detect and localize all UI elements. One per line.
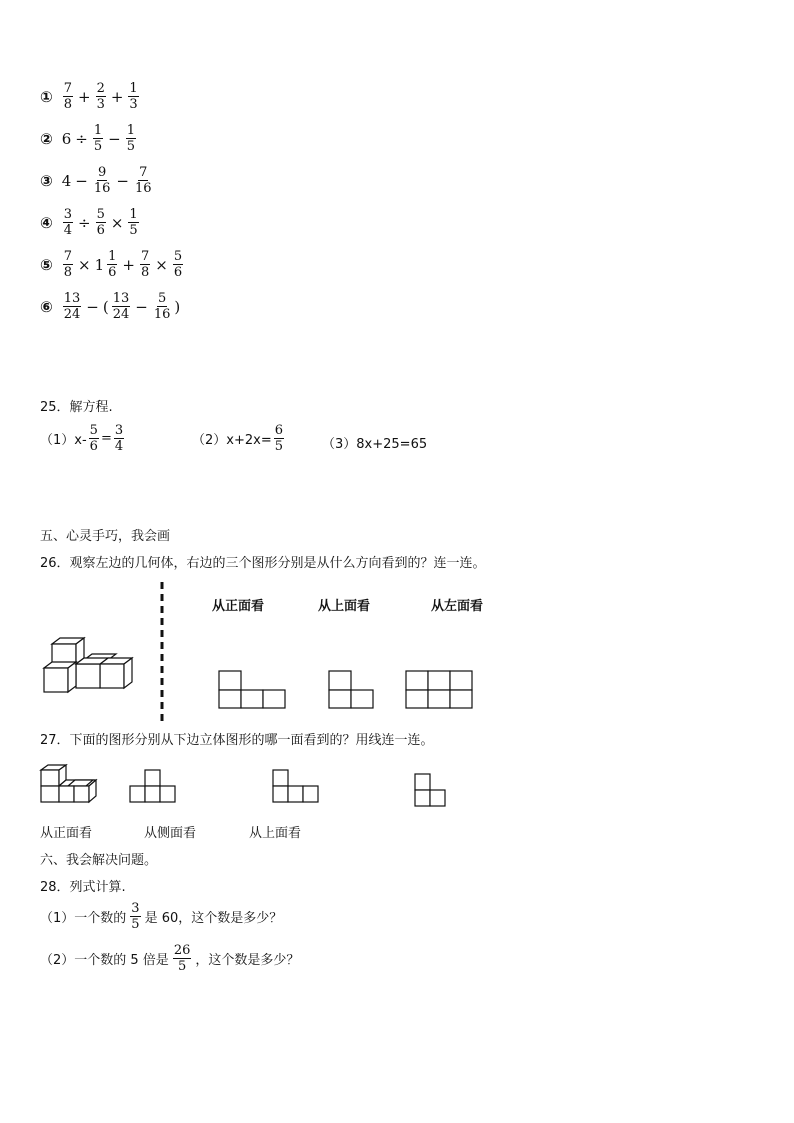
numerator: 1 bbox=[129, 81, 138, 96]
denominator: 6 bbox=[173, 265, 183, 280]
denominator: 5 bbox=[131, 917, 140, 932]
term: ) bbox=[174, 297, 181, 316]
numerator: 13 bbox=[112, 291, 130, 306]
q27-view-a bbox=[130, 770, 175, 802]
operator: − bbox=[86, 297, 99, 316]
item-number: ② bbox=[40, 129, 53, 148]
operator: ÷ bbox=[75, 129, 88, 148]
q28-title: 28．列式计算. bbox=[40, 880, 126, 895]
term: 6 bbox=[61, 129, 72, 148]
q25-title: 25．解方程. bbox=[40, 400, 113, 415]
q26-view-left bbox=[406, 671, 472, 708]
numerator: 1 bbox=[129, 207, 138, 222]
denominator: 5 bbox=[177, 959, 187, 974]
denominator: 4 bbox=[114, 439, 124, 454]
numerator: 26 bbox=[173, 943, 191, 958]
q28-problem-2 bbox=[40, 944, 299, 973]
denominator: 8 bbox=[63, 97, 72, 112]
item-number: ⑥ bbox=[40, 297, 53, 316]
q27-view-b bbox=[273, 770, 318, 802]
numerator: 2 bbox=[96, 81, 105, 96]
numerator: 7 bbox=[63, 249, 72, 264]
q28-p1-prefix: （1）一个数的 bbox=[40, 911, 127, 926]
operator: × bbox=[77, 255, 91, 274]
operator: + bbox=[110, 87, 124, 106]
numerator: 3 bbox=[131, 901, 140, 916]
denominator: 3 bbox=[129, 97, 138, 112]
item-number: ① bbox=[40, 87, 53, 106]
numerator: 1 bbox=[126, 123, 135, 138]
numerator: 5 bbox=[89, 423, 98, 438]
numerator: 7 bbox=[139, 165, 148, 180]
denominator: 3 bbox=[96, 97, 105, 112]
item-number: ⑤ bbox=[40, 255, 53, 274]
denominator: 5 bbox=[129, 223, 138, 238]
q28-p1-suffix: 是 60，这个数是多少？ bbox=[144, 911, 283, 926]
item-number: ③ bbox=[40, 171, 53, 190]
numerator: 5 bbox=[157, 291, 167, 306]
q26-solid-figure bbox=[44, 638, 132, 692]
numerator: 5 bbox=[96, 207, 105, 222]
q27-title: 27．下面的图形分别从下边立体图形的哪一面看到的？用线连一连。 bbox=[40, 733, 434, 748]
q25-eq1-prefix: （1）x- bbox=[40, 433, 87, 448]
denominator: 6 bbox=[89, 439, 98, 454]
term: 4 bbox=[61, 171, 72, 190]
item-number: ④ bbox=[40, 213, 53, 232]
section-6-heading: 六、我会解决问题。 bbox=[40, 853, 158, 868]
numerator: 7 bbox=[140, 249, 150, 264]
denominator: 6 bbox=[96, 223, 105, 238]
q26-label-left: 从左面看 bbox=[431, 599, 484, 614]
denominator: 24 bbox=[112, 307, 130, 322]
q27-label-side: 从侧面看 bbox=[144, 826, 197, 841]
operator: × bbox=[155, 255, 168, 274]
numerator: 1 bbox=[108, 249, 117, 264]
denominator: 4 bbox=[63, 223, 72, 238]
numerator: 9 bbox=[97, 165, 107, 180]
q28-problem-1 bbox=[40, 902, 282, 931]
numerator: 3 bbox=[63, 207, 72, 222]
denominator: 5 bbox=[126, 139, 135, 154]
denominator: 6 bbox=[108, 265, 117, 280]
operator: − bbox=[116, 171, 129, 190]
numerator: 6 bbox=[274, 423, 283, 438]
q26-title: 26．观察左边的几何体，右边的三个图形分别是从什么方向看到的？连一连。 bbox=[40, 556, 486, 571]
denominator: 16 bbox=[93, 181, 111, 196]
denominator: 16 bbox=[153, 307, 171, 322]
section-5-heading: 五、心灵手巧，我会画 bbox=[40, 529, 171, 544]
denominator: 5 bbox=[93, 139, 103, 154]
q28-p2-fraction bbox=[173, 944, 192, 973]
q28-p2-suffix: ，这个数是多少？ bbox=[195, 953, 300, 968]
operator: − bbox=[135, 297, 148, 316]
q28-p1-fraction bbox=[130, 902, 140, 931]
q25-eq1-equals: = bbox=[100, 431, 112, 446]
operator: × bbox=[110, 213, 124, 232]
q27-view-c bbox=[415, 774, 445, 806]
numerator: 5 bbox=[173, 249, 183, 264]
q25-equation-3: （3）8x+25=65 bbox=[322, 437, 428, 452]
q27-label-front: 从正面看 bbox=[40, 826, 93, 841]
numerator: 3 bbox=[114, 423, 124, 438]
q25-eq2-prefix: （2）x+2x= bbox=[192, 433, 272, 448]
numerator: 1 bbox=[93, 123, 103, 138]
denominator: 5 bbox=[274, 439, 283, 454]
numerator: 13 bbox=[63, 291, 81, 306]
q27-label-top: 从上面看 bbox=[249, 826, 302, 841]
operator: − bbox=[75, 171, 88, 190]
q26-view-top bbox=[329, 671, 373, 708]
q27-solid-figure bbox=[41, 765, 96, 802]
operator: + bbox=[122, 255, 135, 274]
q26-label-top: 从上面看 bbox=[318, 599, 371, 614]
operator: + bbox=[77, 87, 91, 106]
q26-view-front bbox=[219, 671, 285, 708]
denominator: 16 bbox=[134, 181, 152, 196]
q28-p2-prefix: （2）一个数的 5 倍是 bbox=[40, 953, 169, 968]
q26-label-front: 从正面看 bbox=[212, 599, 265, 614]
operator: − bbox=[108, 129, 121, 148]
operator: ÷ bbox=[77, 213, 91, 232]
numerator: 7 bbox=[63, 81, 72, 96]
denominator: 24 bbox=[63, 307, 81, 322]
denominator: 8 bbox=[63, 265, 72, 280]
denominator: 8 bbox=[140, 265, 150, 280]
term: 1 bbox=[94, 255, 105, 274]
term: ( bbox=[102, 297, 109, 316]
